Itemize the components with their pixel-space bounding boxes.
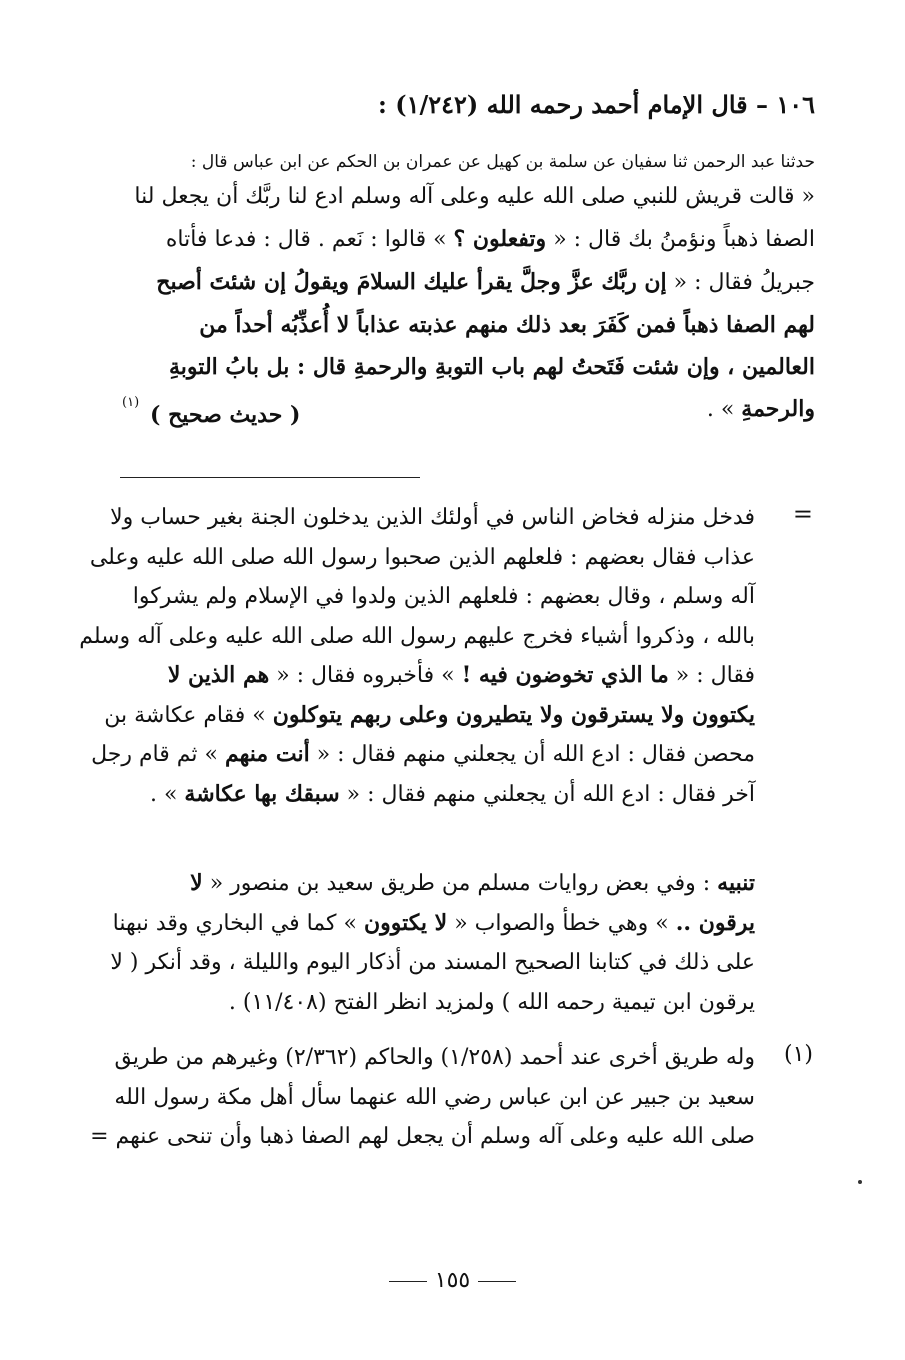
tanbih-bold-run: لا يكتوون bbox=[363, 909, 448, 936]
page-number bbox=[0, 1268, 905, 1293]
footnote-bold-run: سبقك بها عكاشة bbox=[184, 780, 340, 807]
tanbih-line: يرقون ابن تيمية رحمه الله ) ولمزيد انظر الفتح (١١/٤٠٨) . bbox=[228, 989, 755, 1015]
footnote-bold-run: يكتوون ولا يسترقون ولا يتطيرون وعلى ربهم يتوكلون bbox=[272, 701, 755, 728]
hadith-grade: ( حديث صحيح ) bbox=[150, 402, 301, 428]
footnote-line: آله وسلم ، وقال بعضهم : فلعلهم الذين ولدوا في الإسلام ولم يشركوا bbox=[132, 584, 755, 609]
footnote-line bbox=[120, 775, 755, 815]
tanbih-bold-run: يرقون .. bbox=[675, 909, 755, 936]
footnote-bold-run: هم الذين لا bbox=[167, 662, 270, 688]
tanbih-bold-run: لا bbox=[190, 870, 203, 896]
page-number-value: ١٥٥ bbox=[434, 1268, 471, 1293]
hadith-heading-text: قال الإمام أحمد رحمه الله (١/٢٤٢) : bbox=[378, 90, 748, 119]
footnote-text-run: » . bbox=[149, 781, 178, 807]
hadith-line: لهم الصفا ذهباً فمن كَفَرَ بعد ذلك منهم عذبته عذاباً لا أُعذِّبُه أحداً من bbox=[199, 312, 815, 338]
hadith-text-run: » . bbox=[706, 397, 735, 422]
ink-speck bbox=[858, 1180, 862, 1184]
footnote-reference: (١) bbox=[122, 395, 140, 410]
footnote-line: سعيد بن جبير عن ابن عباس رضي الله عنهما سأل أهل مكة رسول الله bbox=[114, 1084, 755, 1110]
page-number-dash bbox=[478, 1281, 516, 1282]
hadith-line: « قالت قريش للنبي صلى الله عليه وعلى آله وسلم ادع لنا ربَّك أن يجعل لنا bbox=[134, 184, 815, 209]
footnote-line: بالله ، وذكروا أشياء فخرج عليهم رسول الله صلى الله عليه وعلى آله وسلم bbox=[79, 623, 755, 649]
footnote-text-run: » ثم قام رجل bbox=[91, 742, 218, 767]
footnote-one bbox=[90, 1038, 755, 1157]
page-number-dash bbox=[389, 1281, 427, 1282]
hadith-line bbox=[90, 218, 815, 261]
footnote-line: صلى الله عليه وعلى آله وسلم أن يجعل لهم الصفا ذهبا وأن تنحى عنهم = bbox=[90, 1124, 755, 1149]
tanbih-note bbox=[110, 864, 755, 1022]
hadith-line bbox=[90, 261, 815, 304]
hadith-bold-run: إن ربَّك عزَّ وجلَّ يقرأ عليك السلامَ ويقولُ إن شئتَ أصبح bbox=[156, 269, 667, 295]
tanbih-line bbox=[112, 904, 755, 944]
footnote-continuation bbox=[79, 498, 755, 814]
tanbih-line bbox=[120, 864, 755, 904]
hadith-line: العالمين ، وإن شئت فَتَحتُ لهم باب التوبةِ والرحمةِ قال : بل بابُ التوبةِ bbox=[169, 354, 815, 380]
footnote-line: فدخل منزله فخاض الناس في أولئك الذين يدخلون الجنة بغير حساب ولا bbox=[110, 505, 755, 530]
hadith-text bbox=[90, 176, 815, 431]
footnote-bold-run: أنت منهم bbox=[225, 741, 310, 767]
hadith-text-run: » قالوا : نَعم . قال : فدعا فأتاه bbox=[165, 227, 447, 252]
hadith-text-run: الصفا ذهباً ونؤمنُ بك قال : « bbox=[553, 227, 815, 252]
tanbih-text-run: » وهي خطأ والصواب « bbox=[454, 910, 669, 936]
hadith-bold-run: وتفعلون ؟ bbox=[453, 226, 547, 252]
footnote-text-run: » فقام عكاشة بن bbox=[104, 702, 266, 728]
hadith-text-run: جبريلُ فقال : « bbox=[673, 270, 815, 295]
tanbih-label: تنبيه bbox=[717, 870, 755, 896]
footnote-line bbox=[91, 735, 755, 775]
footnote-text-run: محصن فقال : ادع الله أن يجعلني منهم فقال : « bbox=[316, 742, 755, 767]
footnote-line bbox=[120, 656, 755, 696]
footnote-line: وله طريق أخرى عند أحمد (١/٢٥٨) والحاكم (٢/٣٦٢) وغيرهم من طريق bbox=[114, 1045, 755, 1070]
footnote-line bbox=[104, 696, 755, 736]
footnote-line: عذاب فقال بعضهم : فلعلهم الذين صحبوا رسول الله صلى الله عليه وعلى bbox=[89, 544, 755, 570]
tanbih-line: على ذلك في كتابنا الصحيح المسند من أذكار اليوم والليلة ، وقد أنكر ( لا bbox=[110, 950, 755, 975]
continuation-mark: = bbox=[792, 500, 813, 528]
footnote-text-run: آخر فقال : ادع الله أن يجعلني منهم فقال : « bbox=[346, 781, 755, 807]
footnote-text-run: فقال : « bbox=[675, 663, 755, 688]
footnote-text-run: » فأخبروه فقال : « bbox=[276, 663, 455, 688]
isnad-chain: حدثنا عبد الرحمن ثنا سفيان عن سلمة بن كهيل عن عمران بن الحكم عن ابن عباس قال : bbox=[190, 152, 815, 172]
tanbih-text-run: » كما في البخاري وقد نبهنا bbox=[112, 910, 357, 936]
tanbih-text-run: : وفي بعض روايات مسلم من طريق سعيد بن منصور « bbox=[209, 871, 711, 896]
footnote-number: (١) bbox=[783, 1042, 813, 1067]
footnote-separator bbox=[120, 477, 420, 478]
hadith-bold-run: والرحمةِ bbox=[741, 396, 815, 422]
hadith-heading bbox=[90, 88, 815, 122]
footnote-bold-run: ما الذي تخوضون فيه ! bbox=[461, 662, 669, 688]
hadith-number: ١٠٦ – bbox=[755, 90, 815, 119]
